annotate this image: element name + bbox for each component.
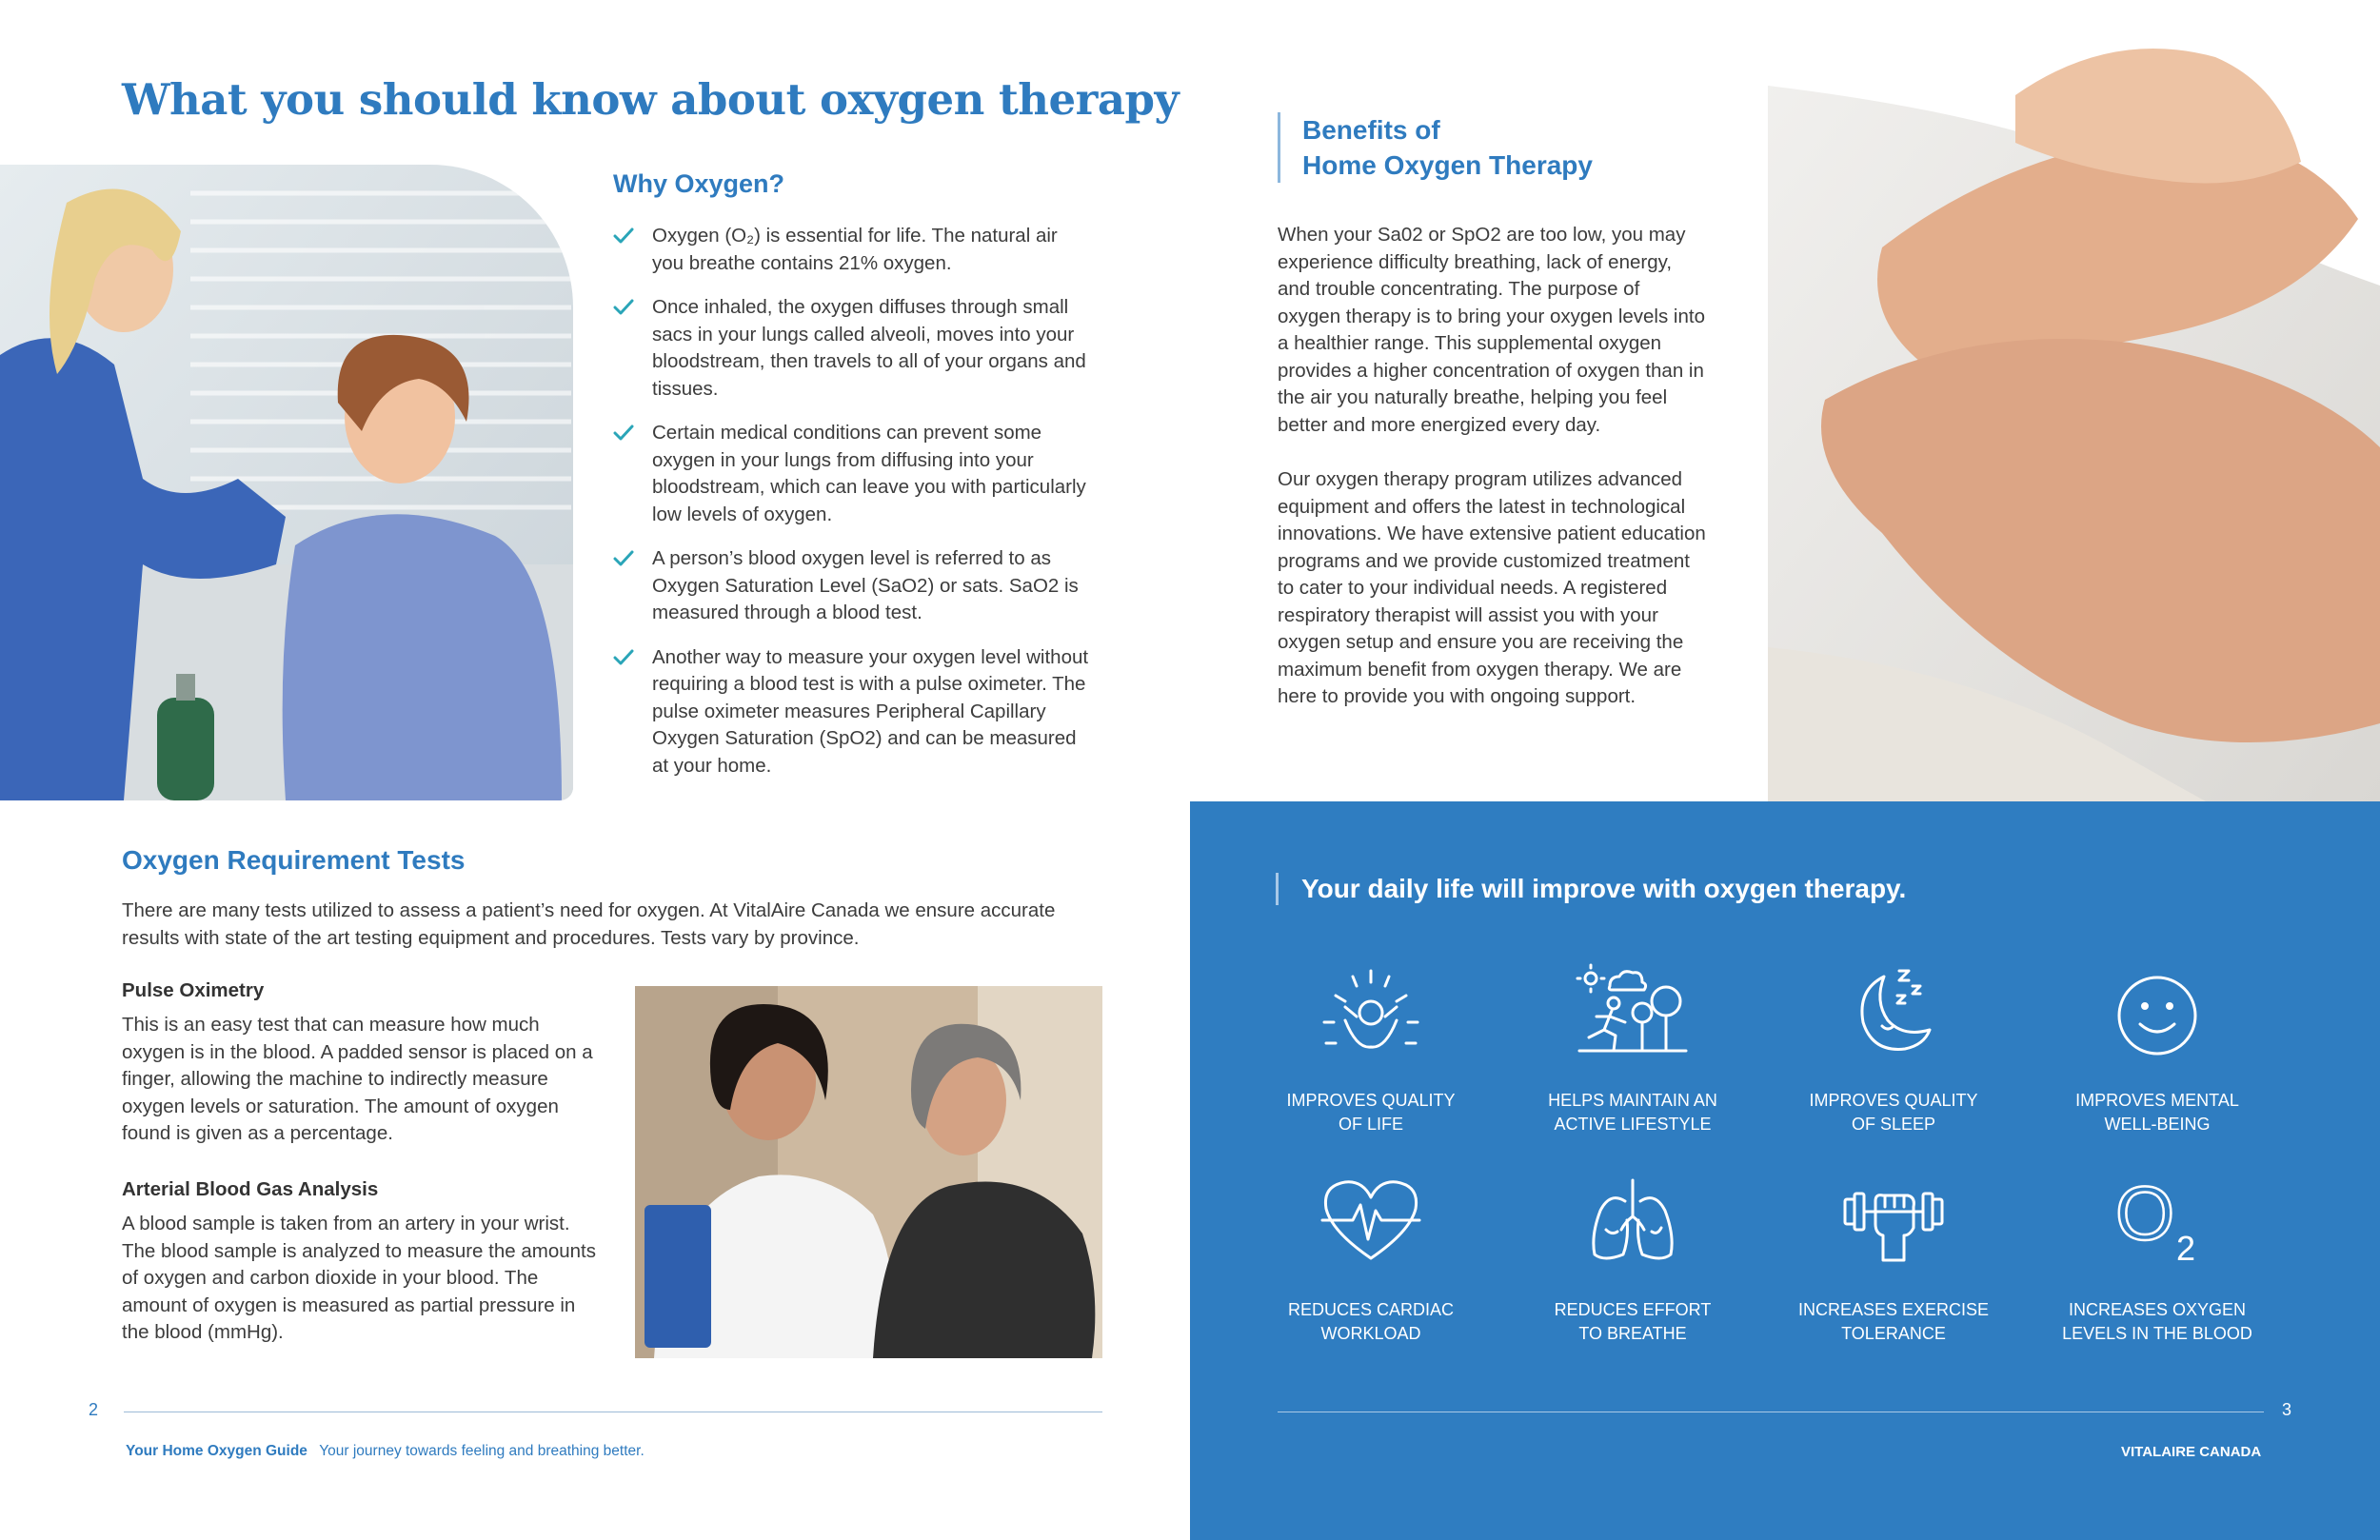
benefit-label <box>1509 1298 1756 1346</box>
list-item-text: Once inhaled, the oxygen diffuses through small sacs in your lungs called alveoli, moves into your bloodstream, then travels to all of your organs and tissues. <box>652 296 1086 400</box>
list-item <box>613 223 1094 277</box>
benefits-paragraph-2: Our oxygen therapy program utilizes advanced equipment and offers the latest in technological innovations. We have extensive patient education programs and we provide customized treatment to cater to your individual needs. A registered respiratory therapist will assist you with your oxygen setup and ensure you are receiving the maximum benefit from oxygen therapy. We are here to provide you with ongoing support. <box>1278 468 1706 707</box>
benefit-label <box>1770 1298 2017 1346</box>
guide-tagline: Your journey towards feeling and breathing better. <box>319 1443 645 1459</box>
why-oxygen-heading: Why Oxygen? <box>613 169 785 198</box>
benefits-heading-line2: Home Oxygen Therapy <box>1302 150 1593 180</box>
label-line: IMPROVES QUALITY <box>1286 1091 1456 1110</box>
list-item <box>613 420 1094 528</box>
benefit-label <box>1247 1089 1495 1136</box>
page-number-left: 2 <box>89 1400 99 1419</box>
label-line: INCREASES OXYGEN <box>2068 1300 2247 1319</box>
daily-life-heading: Your daily life will improve with oxygen therapy. <box>1276 873 1906 905</box>
benefit-label <box>2033 1298 2281 1346</box>
benefit-cardiac-workload <box>1247 1173 1495 1346</box>
list-item <box>613 545 1094 627</box>
list-item-text: A person’s blood oxygen level is referred to as Oxygen Saturation Level (SaO2) or sats. SaO2 is measured through a blood test. <box>652 547 1079 623</box>
list-item-text: Oxygen (O₂) is essential for life. The natural air you breathe contains 21% oxygen. <box>652 225 1058 274</box>
benefit-exercise-tolerance <box>1770 1173 2017 1346</box>
label-line: OF SLEEP <box>1851 1115 1936 1134</box>
holding-hands-photo <box>1768 0 2380 801</box>
list-item-text: Certain medical conditions can prevent some oxygen in your lungs from diffusing into your bloodstream, which can leave you with particularly low levels of oxygen. <box>652 422 1086 525</box>
label-line: IMPROVES QUALITY <box>1809 1091 1978 1110</box>
benefit-label <box>1247 1298 1495 1346</box>
list-item <box>613 294 1094 403</box>
doctor-patient-photo <box>635 986 1102 1358</box>
benefit-label <box>1509 1089 1756 1136</box>
abg-text: A blood sample is taken from an artery in your wrist. The blood sample is analyzed to measure the amounts of oxygen and carbon dioxide in your blood. The amount of oxygen is measured as partial pressure in the blood (mmHg). <box>122 1213 596 1343</box>
heart-pulse-icon <box>1319 1173 1423 1268</box>
label-line: WORKLOAD <box>1320 1324 1421 1343</box>
checkmark-icon <box>613 549 634 568</box>
page-number-right: 3 <box>2282 1400 2292 1419</box>
footer-left <box>126 1443 645 1460</box>
benefits-paragraph-1: When your Sa02 or SpO2 are too low, you may experience difficulty breathing, lack of energy, and trouble concentrating. The purpose of oxygen therapy is to bring your oxygen levels into a healthier range. This supplemental oxygen provides a higher concentration of oxygen than in the air you naturally breathe, helping you feel better and more energized every day. <box>1278 224 1705 436</box>
lungs-icon <box>1585 1173 1680 1268</box>
label-line: HELPS MAINTAIN AN <box>1548 1091 1717 1110</box>
abg-heading: Arterial Blood Gas Analysis <box>122 1178 379 1200</box>
joy-burst-icon <box>1319 963 1423 1058</box>
label-line: WELL-BEING <box>2104 1115 2211 1134</box>
benefit-label <box>2033 1089 2281 1136</box>
benefit-active-lifestyle <box>1509 963 1756 1136</box>
tests-intro: There are many tests utilized to assess a patient’s need for oxygen. At VitalAire Canada we ensure accurate results with state of the art testing equipment and procedures. Tests vary by province. <box>122 899 1056 949</box>
nurse-patient-photo <box>0 165 573 800</box>
label-line: LEVELS IN THE BLOOD <box>2062 1324 2252 1343</box>
label-line: IMPROVES MENTAL <box>2075 1091 2239 1110</box>
benefit-quality-of-sleep <box>1770 963 2017 1136</box>
checkmark-icon <box>613 227 634 246</box>
checkmark-icon <box>613 424 634 443</box>
smiley-face-icon <box>2110 963 2205 1058</box>
o2-molecule-icon <box>2110 1173 2205 1268</box>
guide-title: Your Home Oxygen Guide <box>126 1443 307 1459</box>
benefits-heading <box>1278 112 1593 183</box>
label-line: TO BREATHE <box>1578 1324 1687 1343</box>
benefit-mental-wellbeing <box>2033 963 2281 1136</box>
svg-text:O: O <box>2115 1173 2175 1255</box>
label-line: INCREASES EXERCISE <box>1797 1300 1990 1319</box>
checkmark-icon <box>613 298 634 317</box>
list-item-text: Another way to measure your oxygen level without requiring a blood test is with a pulse oximeter. The pulse oximeter measures Peripheral Capillary Oxygen Saturation (SpO2) and can be measured at your home. <box>652 645 1089 777</box>
benefit-oxygen-levels <box>2033 1173 2281 1346</box>
pulse-oximetry-text: This is an easy test that can measure how much oxygen is in the blood. A padded sensor is placed on a finger, allowing the machine to indirectly measure oxygen levels or saturation. The amount of oxygen found is given as a percentage. <box>122 1014 593 1144</box>
label-line: ACTIVE LIFESTYLE <box>1554 1115 1712 1134</box>
list-item <box>613 644 1094 780</box>
benefit-effort-to-breathe <box>1509 1173 1756 1346</box>
runner-outdoors-icon <box>1576 963 1690 1058</box>
why-oxygen-list <box>613 223 1094 797</box>
label-line: TOLERANCE <box>1841 1324 1946 1343</box>
benefits-panel <box>1190 801 2380 1540</box>
svg-text:2: 2 <box>2176 1229 2196 1268</box>
pulse-oximetry-heading: Pulse Oximetry <box>122 979 265 1001</box>
benefit-quality-of-life <box>1247 963 1495 1136</box>
page-title: What you should know about oxygen therapy <box>122 74 1180 125</box>
brand-name: VITALAIRE CANADA <box>2121 1444 2262 1460</box>
label-line: OF LIFE <box>1338 1115 1403 1134</box>
label-line: REDUCES EFFORT <box>1554 1300 1712 1319</box>
label-line: REDUCES CARDIAC <box>1287 1300 1455 1319</box>
benefit-label <box>1770 1089 2017 1136</box>
moon-sleep-icon <box>1846 963 1941 1058</box>
checkmark-icon <box>613 648 634 667</box>
benefits-heading-line1: Benefits of <box>1302 115 1440 145</box>
dumbbell-fist-icon <box>1841 1173 1946 1268</box>
tests-heading: Oxygen Requirement Tests <box>122 845 466 875</box>
